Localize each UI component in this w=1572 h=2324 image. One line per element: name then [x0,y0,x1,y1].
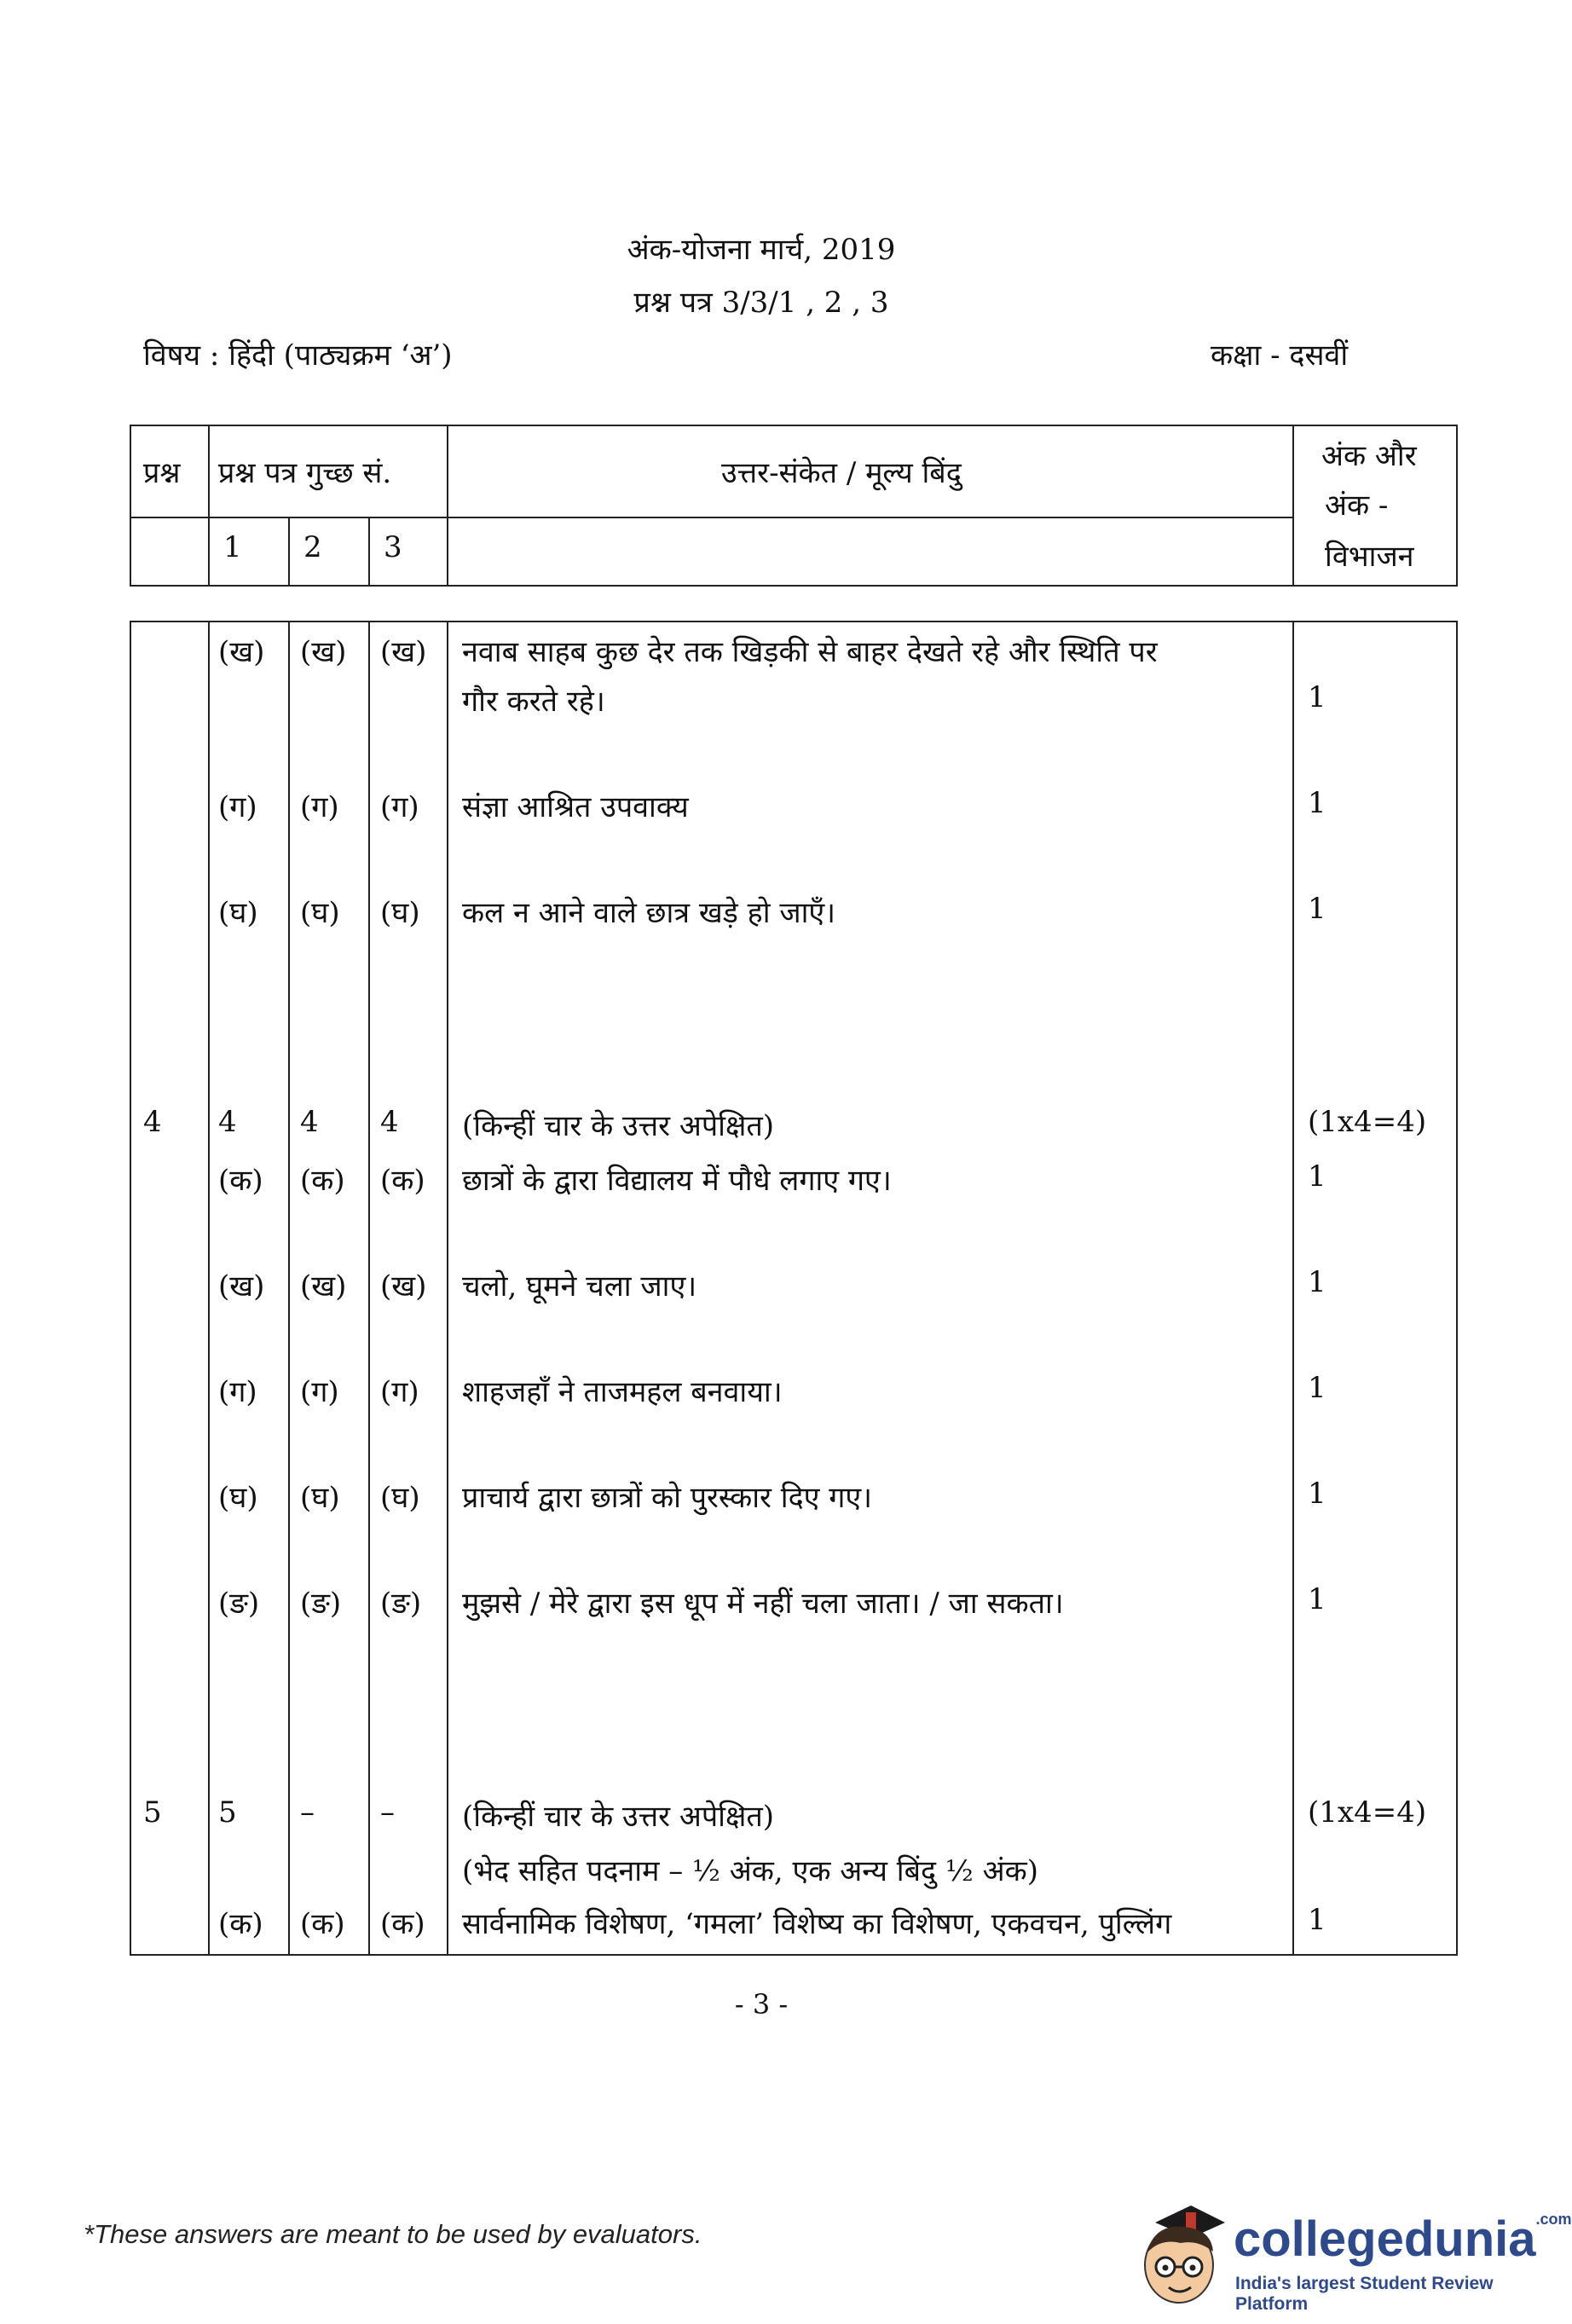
header-answer: उत्तर-संकेत / मूल्य बिंदु [721,456,962,490]
marks-value: (1x4=4) [1308,1105,1427,1139]
answer-text: मुझसे / मेरे द्वारा इस धूप में नहीं चला जाता। / जा सकता। [462,1587,1064,1621]
set-1-label: 1 [223,530,242,564]
question-number: 5 [143,1795,162,1830]
set-label: (घ) [380,1481,420,1515]
answer-text: संज्ञा आश्रित उपवाक्य [462,790,689,824]
set-label: (ग) [218,790,257,824]
set-label: (घ) [218,1481,258,1515]
brand-name [1234,2211,1572,2268]
paper-code: प्रश्न पत्र 3/3/1 , 2 , 3 [633,286,889,320]
set-label: – [300,1795,315,1830]
set-label: (क) [380,1907,425,1941]
set-label: (ङ) [380,1587,422,1621]
question-number: 4 [143,1105,162,1139]
set-label: (ङ) [218,1587,260,1621]
class-label: कक्षा - दसवीं [1211,338,1349,373]
set-label: 4 [300,1105,319,1139]
brand-tagline: India's largest Student Review Platform [1235,2274,1494,2314]
brand-logo [1130,2204,1572,2315]
set-label: (घ) [300,896,340,930]
set-label: (ग) [218,1375,257,1409]
set-label: (ख) [300,635,347,669]
document-title: अंक-योजना मार्च, 2019 [627,233,896,267]
marks-value: 1 [1308,1582,1326,1616]
set-label: (घ) [300,1481,340,1515]
set-label: – [380,1795,395,1830]
set-label: (ख) [380,635,427,669]
set-label: (ख) [380,1269,427,1304]
marks-value: 1 [1308,680,1326,714]
set-label: (ग) [300,1375,339,1409]
answer-text: सार्वनामिक विशेषण, ‘गमला’ विशेष्य का विशेषण, एकवचन, पुल्लिंग [462,1907,1172,1941]
marks-value: 1 [1308,1371,1326,1405]
set-label: (ख) [300,1269,347,1304]
marks-value: (1x4=4) [1308,1795,1427,1830]
header-marks-line1: अंक और [1321,439,1417,473]
header-marks-line2: अंक - [1325,489,1389,523]
header-marks-line3: विभाजन [1325,540,1414,574]
set-label: 4 [380,1105,399,1139]
page-number: - 3 - [734,1988,789,2020]
marks-value: 1 [1308,1903,1326,1937]
set-label: (क) [300,1907,345,1941]
brand-suffix: .com [1535,2211,1572,2228]
set-label: (ख) [218,1269,265,1304]
answer-text: नवाब साहब कुछ देर तक खिड़की से बाहर देखते रहे और स्थिति पर [462,635,1158,669]
answer-text: कल न आने वाले छात्र खड़े हो जाएँ। [462,896,836,930]
set-label: (ग) [380,1375,419,1409]
header-set: प्रश्न पत्र गुच्छ सं. [218,456,392,490]
brand-name-text: collegedunia [1234,2211,1536,2267]
answer-text: गौर करते रहे। [462,685,605,719]
marks-value: 1 [1308,786,1326,820]
set-2-label: 2 [303,530,322,564]
set-label: 5 [218,1795,237,1830]
answer-text: चलो, घूमने चला जाए। [462,1269,697,1304]
student-mascot-icon [1130,2204,1232,2315]
set-label: (घ) [380,896,420,930]
answer-text: शाहजहाँ ने ताजमहल बनवाया। [462,1375,783,1409]
set-label: (घ) [218,896,258,930]
set-3-label: 3 [384,530,402,564]
header-question: प्रश्न [143,456,181,490]
evaluator-note: *These answers are meant to be used by evaluators. [84,2219,702,2249]
subject-label: विषय : हिंदी (पाठ्यक्रम ‘अ’) [143,338,453,373]
set-label: (ख) [218,635,265,669]
marks-value: 1 [1308,1265,1326,1299]
answer-text: (किन्हीं चार के उत्तर अपेक्षित) [462,1800,775,1834]
set-label: (ग) [380,790,419,824]
answer-text: छात्रों के द्वारा विद्यालय में पौधे लगाए गए। [462,1164,892,1198]
set-label: (क) [380,1164,425,1198]
answer-text: (भेद सहित पदनाम – ½ अंक, एक अन्य बिंदु ½ अंक) [462,1854,1038,1888]
set-label: (क) [300,1164,345,1198]
set-label: (ङ) [300,1587,342,1621]
set-label: 4 [218,1105,237,1139]
answer-text: प्राचार्य द्वारा छात्रों को पुरस्कार दिए गए। [462,1481,873,1515]
set-label: (ग) [300,790,339,824]
marks-value: 1 [1308,1159,1326,1194]
marks-value: 1 [1308,1477,1326,1511]
set-label: (क) [218,1907,263,1941]
set-label: (क) [218,1164,263,1198]
answer-text: (किन्हीं चार के उत्तर अपेक्षित) [462,1109,775,1143]
marks-value: 1 [1308,892,1326,926]
